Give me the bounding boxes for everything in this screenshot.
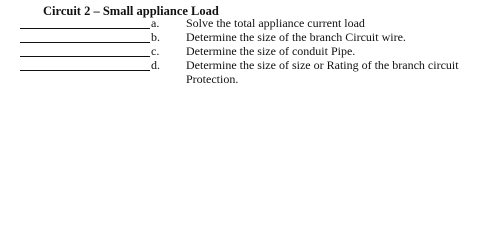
item-text: Solve the total appliance current load xyxy=(186,16,365,30)
item-letter: d. xyxy=(151,58,160,72)
item-letter: a. xyxy=(151,16,160,30)
item-text-continuation: Protection. xyxy=(186,72,239,86)
item-text: Determine the size of the branch Circuit wire. xyxy=(186,30,406,44)
answer-blank-line[interactable] xyxy=(20,42,150,43)
answer-blank-line[interactable] xyxy=(20,56,150,57)
item-letter: b. xyxy=(151,30,160,44)
answer-blank-line[interactable] xyxy=(20,70,150,71)
section-heading: Circuit 2 – Small appliance Load xyxy=(43,4,219,18)
document xyxy=(0,0,484,102)
item-text: Determine the size of conduit Pipe. xyxy=(186,44,356,58)
item-letter: c. xyxy=(151,44,160,58)
answer-blank-line[interactable] xyxy=(20,28,150,29)
item-text: Determine the size of size or Rating of the branch circuit xyxy=(186,58,459,72)
